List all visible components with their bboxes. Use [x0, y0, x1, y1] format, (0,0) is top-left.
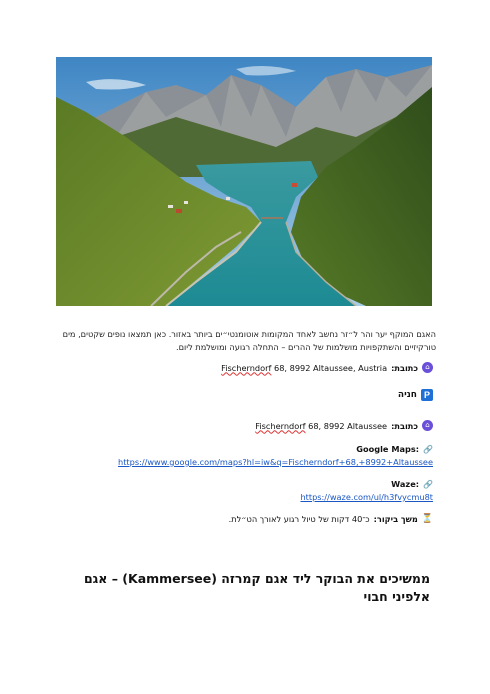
google-maps-link[interactable]: https://www.google.com/maps?hl=iw&q=Fischerndorf+68,+8992+Altaussee [118, 457, 433, 467]
address-label: כתובת: [391, 420, 418, 431]
address-value [221, 363, 387, 373]
duration-label: משך ביקור: [373, 514, 418, 524]
parking-heading [398, 389, 433, 401]
waze-link[interactable]: https://waze.com/ul/h3fvycmu8t [300, 492, 433, 502]
address-line-2 [255, 420, 433, 431]
address-value [255, 421, 387, 431]
street-name: Fischerndorf [255, 420, 306, 431]
duration-text: כ־40 דקות של טיול רגוע לאורך הט״לת. [228, 514, 370, 524]
google-maps-row [356, 444, 433, 454]
address-label: כתובת: [391, 362, 418, 373]
parking-title: חניה [397, 390, 417, 400]
google-maps-label: Google Maps: [356, 444, 420, 454]
section-heading: ממשיכים את הבוקר ליד אגם קמרזה (Kammersee) – אגם אלפיני חבוי [83, 571, 430, 605]
waze-row [391, 479, 433, 489]
waze-label: Waze: [391, 479, 420, 489]
address-line-1 [221, 362, 433, 373]
lake-landscape-image [56, 57, 432, 306]
link-icon: 🔗 [423, 444, 433, 454]
hourglass-icon: ⏳ [421, 514, 433, 524]
address-rest: 68, 8992 Altaussee [305, 420, 388, 431]
parking-p-icon: P [421, 389, 433, 401]
address-rest: 68, 8992 Altaussee, Austria [271, 362, 388, 373]
duration-row [229, 514, 433, 524]
house-icon: ⌂ [422, 420, 433, 431]
link-icon: 🔗 [423, 479, 433, 489]
house-icon: ⌂ [422, 362, 433, 373]
lake-photo [56, 57, 432, 306]
street-name: Fischerndorf [221, 362, 272, 373]
intro-paragraph: האגם המוקף יער והר ל״זר נחשב לאחד המקומות אוטומנטי״ים ביותר באזור. כאן תמצאו נופים שקטים, מים טורקיזיים והשתקפויות מושלמות של ההרים – התחלה רגועה ומושלמת ליום. [62, 329, 436, 353]
